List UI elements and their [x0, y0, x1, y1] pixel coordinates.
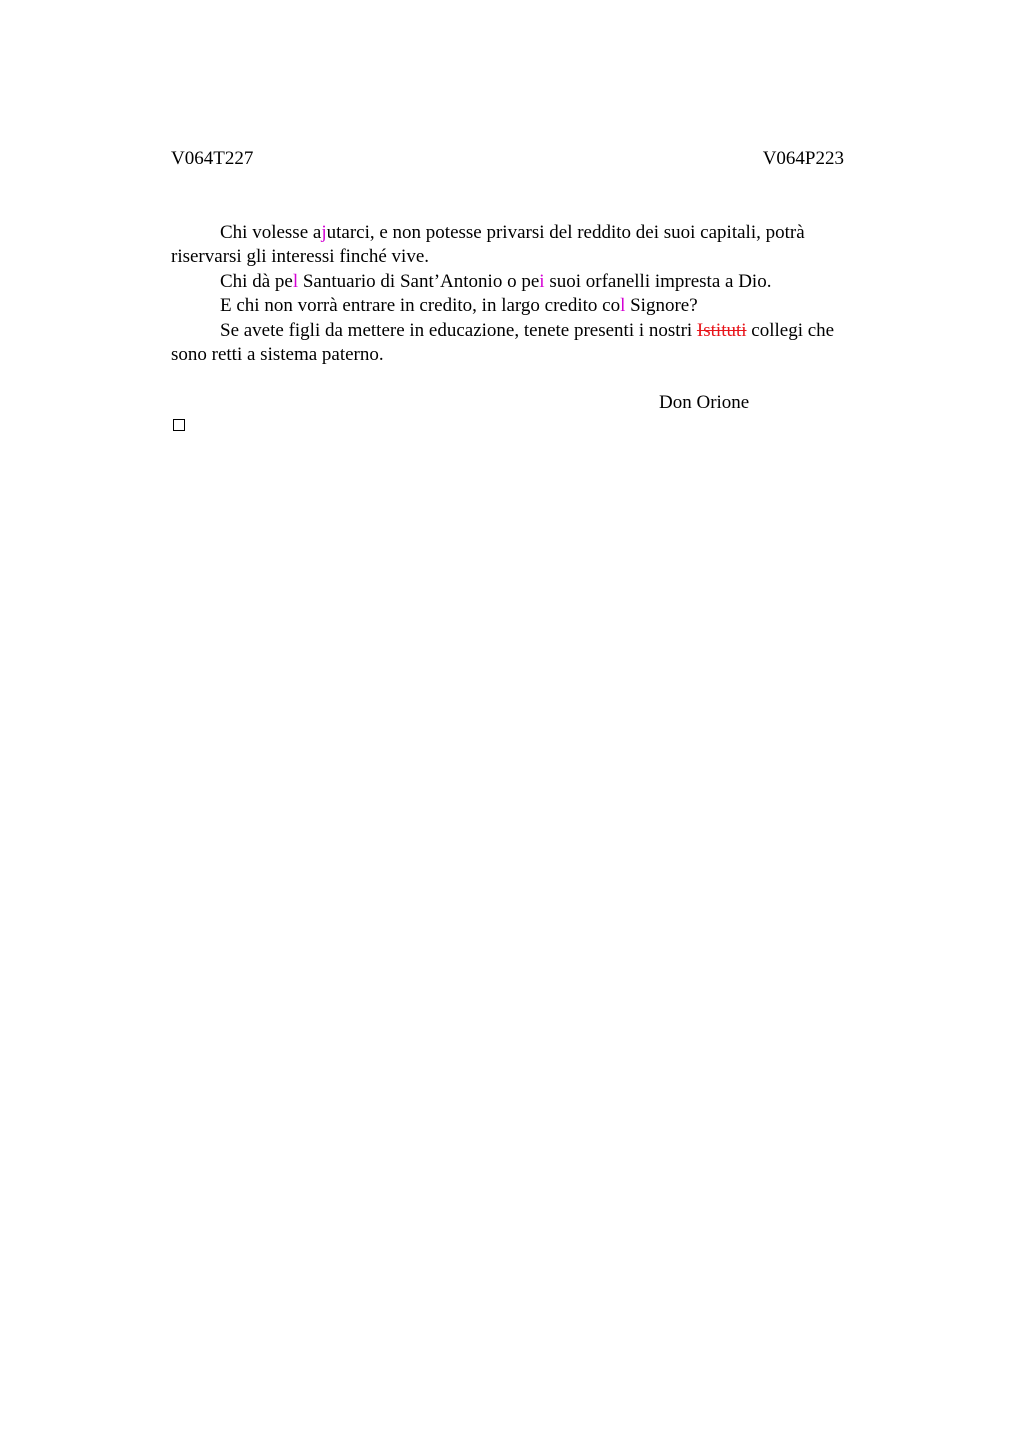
- text-segment: Chi dà pe: [220, 270, 293, 292]
- insertion-mark: i: [539, 270, 545, 292]
- signature: Don Orione: [659, 392, 750, 413]
- text-segment: Signore?: [625, 295, 698, 317]
- paragraph-3: [171, 294, 855, 318]
- text-segment: Se avete figli da mettere in educazione, tenete presenti i nostri: [220, 319, 697, 341]
- text-segment: Chi volesse a: [220, 222, 322, 243]
- paragraph-1: [171, 221, 855, 270]
- insertion-mark: j: [321, 222, 327, 243]
- text-segment: collegi che sono retti a sistema paterno.: [171, 319, 835, 366]
- text-segment: Santuario di Sant’Antonio o pe: [298, 270, 540, 292]
- empty-square-icon: [173, 419, 185, 431]
- paragraph-2: [171, 270, 855, 294]
- document-body: [171, 221, 855, 367]
- deletion-mark: Istituti: [696, 319, 747, 341]
- insertion-mark: l: [620, 295, 626, 317]
- paragraph-4: [171, 319, 855, 368]
- insertion-mark: l: [292, 270, 299, 292]
- header-left-code: V064T227: [171, 148, 254, 169]
- text-segment: suoi orfanelli impresta a Dio.: [544, 270, 772, 292]
- text-segment: utarci, e non potesse privarsi del reddito dei suoi capitali, potrà riservarsi gli interessi finché vive.: [171, 222, 805, 268]
- header-right-code: V064P223: [762, 148, 844, 169]
- text-segment: E chi non vorrà entrare in credito, in largo credito co: [220, 295, 621, 317]
